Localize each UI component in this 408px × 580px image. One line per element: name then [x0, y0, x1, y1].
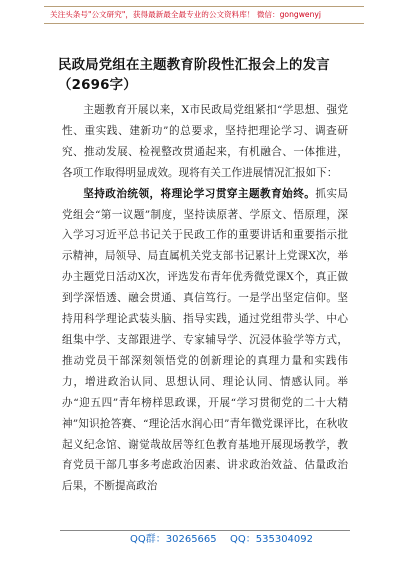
section-1-heading: 坚持政治统领，将理论学习贯穿主题教育始终。: [83, 187, 316, 200]
footer-divider: [60, 530, 350, 531]
footer-qq-contact: QQ：535304092: [230, 534, 314, 545]
document-title: 民政局党组在主题教育阶段性汇报会上的发言（2696字）: [58, 58, 330, 93]
header-banner: [44, 6, 364, 24]
paragraph-intro: [62, 100, 348, 184]
paragraph-section-1: [62, 184, 348, 498]
section-1-text: 抓实局党组会“第一议题”制度，坚持读原著、学原文、悟原理，深入学习习近平总书记关于民政工作的重要讲话和重要指示批示精神，局领导、局直属机关党支部书记累计上党课X次，举办主题党日活动X次，评选发布青年优秀微党课X个，真正做到学深悟透、融会贯通、真信笃行。一是学出坚定信仰。坚持用科学理论武装头脑、指导实践，通过党组带头学、中心组集中学、支部跟进学、专家辅导学、沉浸体验学等方式，推动党员干部深刻领悟党的创新理论的真理力量和实践伟力，增进政治认同、思想认同、理论认同、情感认同。举办“迎五四”青年榜样思政课，开展“学习贯彻党的二十大精神”知识抢答赛、“理论活水润心田”青年微党课评比，在秋收起义纪念馆、谢觉哉故居等红色教育基地开展现场教学，教育党员干部几事多考虑政治因素、讲求政治效益、估量政治后果，不断提高政治: [62, 187, 349, 493]
footer-qq-group: QQ群：30265665: [130, 534, 217, 545]
document-body: [62, 100, 348, 497]
banner-text: 关注头条号"公文研究"，获得最新最全最专业的公文资料库！ 微信：gongwenyj: [50, 10, 322, 19]
paragraph-intro-text: 主题教育开展以来，X市民政局党组紧扣“学思想、强党性、重实践、建新功”的总要求，坚持把理论学习、调查研究、推动发展、检视整改贯通起来，有机融合、一体推进，各项工作取得明显成效。现将有关工作进展情况汇报如下：: [62, 104, 348, 179]
footer: [0, 532, 408, 548]
